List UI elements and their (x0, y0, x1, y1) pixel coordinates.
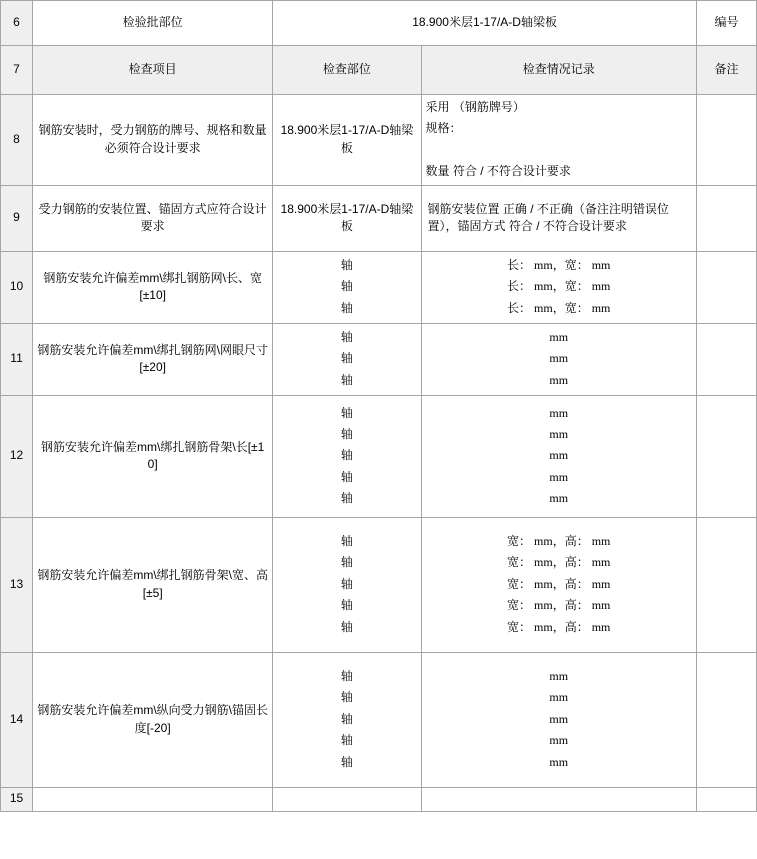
batch-part-value[interactable]: 18.900米层1-17/A-D轴梁板 (273, 1, 697, 46)
record-line[interactable]: 宽： mm，高： mm (507, 619, 611, 634)
axis-entry[interactable]: 轴 (340, 351, 353, 366)
remark-11[interactable] (696, 323, 756, 395)
record-line[interactable]: mm (549, 372, 569, 387)
record-list-10 (426, 255, 692, 319)
check-part-9: 18.900米层1-17/A-D轴梁板 (273, 185, 421, 251)
axis-entry[interactable]: 轴 (340, 279, 353, 294)
check-part-15[interactable] (273, 787, 421, 811)
check-item-13: 钢筋安装允许偏差mm\绑扎钢筋骨架\宽、高[±5] (33, 517, 273, 652)
axis-entry[interactable]: 轴 (340, 405, 353, 420)
check-item-10: 钢筋安装允许偏差mm\绑扎钢筋网\长、宽[±10] (33, 251, 273, 323)
axis-entry[interactable]: 轴 (340, 598, 353, 613)
row-number-7: 7 (1, 46, 33, 95)
record-line[interactable]: 长： mm，宽： mm (507, 257, 611, 272)
check-record-14 (421, 652, 696, 787)
remark-10[interactable] (696, 251, 756, 323)
axis-entry[interactable]: 轴 (340, 733, 353, 748)
check-part-14 (273, 652, 421, 787)
check-record-10 (421, 251, 696, 323)
record-line[interactable]: mm (549, 448, 569, 463)
axis-list-12 (277, 403, 416, 510)
record-line[interactable]: mm (549, 733, 569, 748)
axis-entry[interactable]: 轴 (340, 711, 353, 726)
check-record-9[interactable]: 钢筋安装位置 正确 / 不正确（备注注明错误位置），锚固方式 符合 / 不符合设计要求 (421, 185, 696, 251)
record-lines-8 (426, 97, 692, 183)
record-line[interactable]: mm (549, 690, 569, 705)
axis-entry[interactable]: 轴 (340, 300, 353, 315)
axis-entry[interactable]: 轴 (340, 372, 353, 387)
record-line: 规格： (425, 121, 462, 136)
table-row-11 (1, 323, 757, 395)
record-list-12 (426, 403, 692, 510)
axis-entry[interactable]: 轴 (340, 469, 353, 484)
axis-entry[interactable]: 轴 (340, 329, 353, 344)
table-row-15 (1, 787, 757, 811)
row-number-14: 14 (1, 652, 33, 787)
row-number-15: 15 (1, 787, 33, 811)
record-line[interactable]: mm (549, 405, 569, 420)
axis-entry[interactable]: 轴 (340, 576, 353, 591)
batch-part-label: 检验批部位 (33, 1, 273, 46)
axis-entry[interactable]: 轴 (340, 669, 353, 684)
remark-15[interactable] (696, 787, 756, 811)
column-header-record: 检查情况记录 (421, 46, 696, 95)
column-header-remark: 备注 (696, 46, 756, 95)
column-header-item: 检查项目 (33, 46, 273, 95)
code-label: 编号 (696, 1, 756, 46)
record-line: 采用 （钢筋牌号） (425, 100, 525, 114)
check-part-13 (273, 517, 421, 652)
table-row-9 (1, 185, 757, 251)
check-item-11: 钢筋安装允许偏差mm\绑扎钢筋网\网眼尺寸[±20] (33, 323, 273, 395)
axis-entry[interactable]: 轴 (340, 491, 353, 506)
row-number-10: 10 (1, 251, 33, 323)
check-record-13 (421, 517, 696, 652)
axis-entry[interactable]: 轴 (340, 257, 353, 272)
axis-entry[interactable]: 轴 (340, 555, 353, 570)
column-header-part: 检查部位 (273, 46, 421, 95)
table-row-12 (1, 395, 757, 517)
record-line[interactable]: mm (549, 711, 569, 726)
row-number-13: 13 (1, 517, 33, 652)
record-line: 数量 符合 / 不符合设计要求 (425, 164, 571, 179)
table-row-8 (1, 95, 757, 186)
row-number-9: 9 (1, 185, 33, 251)
check-record-12 (421, 395, 696, 517)
check-record-11 (421, 323, 696, 395)
record-line[interactable]: 长： mm，宽： mm (507, 279, 611, 294)
axis-list-11 (277, 327, 416, 391)
row-number-11: 11 (1, 323, 33, 395)
record-line[interactable]: 长： mm，宽： mm (507, 300, 611, 315)
remark-9[interactable] (696, 185, 756, 251)
check-item-9: 受力钢筋的安装位置、锚固方式应符合设计要求 (33, 185, 273, 251)
axis-list-13 (277, 531, 416, 638)
record-line[interactable]: 宽： mm，高： mm (507, 534, 611, 549)
axis-entry[interactable]: 轴 (340, 426, 353, 441)
record-line (426, 140, 692, 161)
check-item-12: 钢筋安装允许偏差mm\绑扎钢筋骨架\长[±10] (33, 395, 273, 517)
table-row-7-header (1, 46, 757, 95)
table-row-13 (1, 517, 757, 652)
record-line[interactable]: mm (549, 351, 569, 366)
check-part-12 (273, 395, 421, 517)
axis-list-10 (277, 255, 416, 319)
record-list-11 (426, 327, 692, 391)
record-line[interactable]: 宽： mm，高： mm (507, 555, 611, 570)
record-line[interactable]: mm (549, 491, 569, 506)
check-item-15[interactable] (33, 787, 273, 811)
check-part-8: 18.900米层1-17/A-D轴梁板 (273, 95, 421, 186)
record-line[interactable]: mm (549, 469, 569, 484)
remark-8[interactable] (696, 95, 756, 186)
remark-14[interactable] (696, 652, 756, 787)
check-item-8: 钢筋安装时，受力钢筋的牌号、规格和数量必须符合设计要求 (33, 95, 273, 186)
check-part-10 (273, 251, 421, 323)
check-item-14: 钢筋安装允许偏差mm\纵向受力钢筋\锚固长度[-20] (33, 652, 273, 787)
axis-entry[interactable]: 轴 (340, 690, 353, 705)
axis-entry[interactable]: 轴 (340, 448, 353, 463)
record-list-14 (426, 666, 692, 773)
remark-13[interactable] (696, 517, 756, 652)
record-line[interactable]: mm (549, 754, 569, 769)
record-line[interactable]: mm (549, 426, 569, 441)
table-row-6 (1, 1, 757, 46)
table-row-10 (1, 251, 757, 323)
check-record-15[interactable] (421, 787, 696, 811)
record-line[interactable]: mm (549, 329, 569, 344)
axis-entry[interactable]: 轴 (340, 534, 353, 549)
remark-12[interactable] (696, 395, 756, 517)
row-number-6: 6 (1, 1, 33, 46)
axis-list-14 (277, 666, 416, 773)
row-number-12: 12 (1, 395, 33, 517)
record-line[interactable]: mm (549, 669, 569, 684)
axis-entry[interactable]: 轴 (340, 754, 353, 769)
check-part-11 (273, 323, 421, 395)
record-list-13 (426, 531, 692, 638)
record-line[interactable]: 宽： mm，高： mm (507, 576, 611, 591)
table-row-14 (1, 652, 757, 787)
check-record-8[interactable] (421, 95, 696, 186)
row-number-8: 8 (1, 95, 33, 186)
axis-entry[interactable]: 轴 (340, 619, 353, 634)
record-line[interactable]: 宽： mm，高： mm (507, 598, 611, 613)
